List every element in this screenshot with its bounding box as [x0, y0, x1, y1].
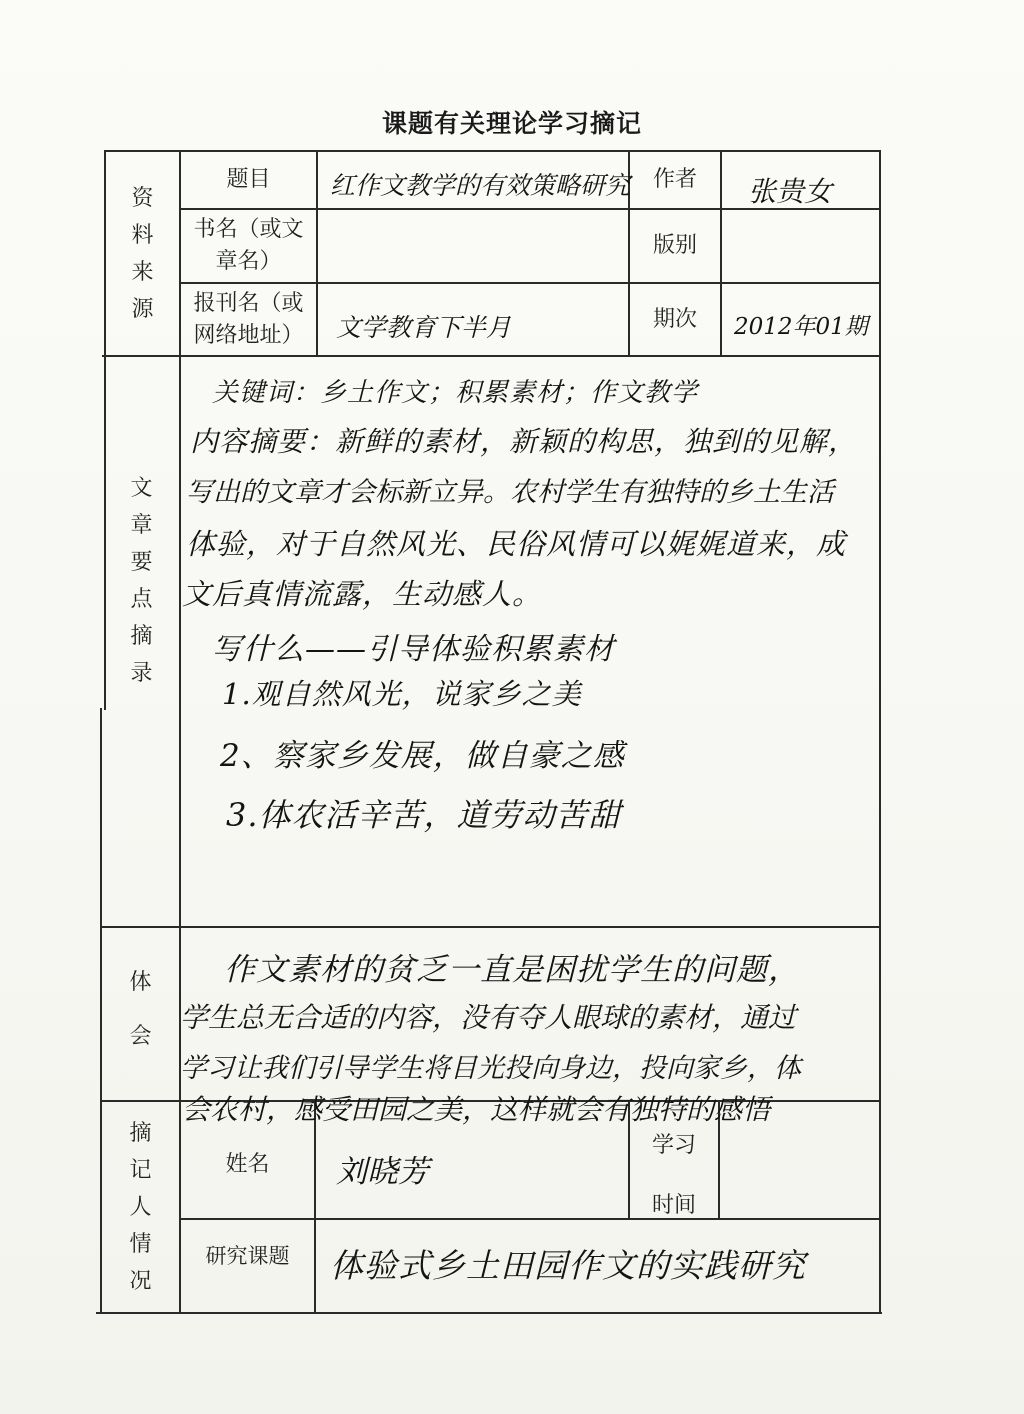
label-char: 况: [129, 1268, 152, 1294]
source-section-label: [106, 152, 179, 356]
column-divider: [720, 150, 722, 356]
label-char: 录: [130, 661, 153, 686]
excerpt-line: 体验，对于自然风光、民俗风情可以娓娓道来，成: [186, 527, 847, 561]
author-value: 张贵女: [748, 175, 833, 208]
label-char: 来: [131, 260, 154, 285]
label-char: 摘: [130, 624, 153, 649]
label-char: 料: [131, 223, 154, 248]
topic-value: 红作文教学的有效策略研究: [330, 171, 631, 200]
reflection-line: 学生总无合适的内容，没有夺人眼球的素材，通过: [180, 1001, 797, 1034]
label-char: 源: [131, 297, 154, 322]
section-divider: [100, 926, 880, 928]
label-char: 摘: [129, 1120, 152, 1146]
excerpt-line: 1.观自然风光，说家乡之美: [222, 677, 582, 711]
research-label: 研究课题: [205, 1243, 290, 1268]
label-char: 记: [129, 1157, 152, 1183]
label-char: 章: [130, 513, 153, 538]
label-char: 点: [130, 587, 153, 612]
excerpt-line: 内容摘要：新鲜的素材，新颖的构思，独到的见解，: [190, 425, 858, 458]
journal-value: 文学教育下半月: [336, 313, 512, 342]
study-time-label-line1: 学习: [651, 1133, 696, 1159]
label-char: 体: [129, 970, 152, 995]
excerpt-line: 文后真情流露，生动感人。: [182, 577, 543, 611]
excerpt-line: 2、察家乡发展，做自豪之感: [220, 738, 625, 774]
label-char: 人: [129, 1194, 152, 1220]
page-title: 课题有关理论学习摘记: [381, 109, 642, 138]
edition-label: 版别: [652, 233, 697, 259]
research-value: 体验式乡土田园作文的实践研究: [330, 1246, 806, 1285]
label-char: 资: [131, 186, 154, 211]
author-label: 作者: [652, 167, 697, 193]
excerpt-section-label: [104, 430, 179, 750]
excerpt-line: 写什么——引导体验积累素材: [212, 632, 615, 667]
excerpt-line: 3.体农活辛苦，道劳动苦甜: [226, 796, 622, 834]
table-right-border: [879, 150, 881, 1314]
journal-label: 报刊名（或网络地址）: [193, 290, 304, 348]
book-label: 书名（或文章名）: [193, 217, 304, 274]
table-bottom-border: [96, 1312, 882, 1314]
reflection-section-label: [102, 955, 179, 1065]
issue-label: 期次: [652, 306, 697, 332]
label-char: 文: [130, 476, 153, 501]
recorder-section-label: [102, 1104, 179, 1310]
excerpt-line: 写出的文章才会标新立异。农村学生有独特的乡土生活: [186, 477, 834, 508]
reflection-line: 会农村，感受田园之美，这样就会有独特的感悟: [182, 1093, 771, 1126]
issue-value: 2012年01期: [734, 314, 868, 340]
label-char: 要: [130, 550, 153, 575]
name-label: 姓名: [225, 1152, 270, 1178]
section-divider: [102, 355, 880, 357]
column-divider: [314, 1100, 316, 1313]
excerpt-line: 关键词：乡土作文；积累素材；作文教学: [212, 378, 699, 408]
label-char: 情: [129, 1231, 152, 1257]
reflection-line: 作文素材的贫乏一直是困扰学生的问题，: [224, 952, 800, 988]
label-char: 会: [129, 1024, 152, 1049]
column-divider: [316, 150, 318, 356]
topic-label: 题目: [226, 167, 271, 193]
name-value: 刘晓芳: [336, 1154, 429, 1190]
study-time-label-line2: 时间: [651, 1193, 696, 1219]
reflection-line: 学习让我们引导学生将目光投向身边，投向家乡，体: [180, 1053, 801, 1084]
